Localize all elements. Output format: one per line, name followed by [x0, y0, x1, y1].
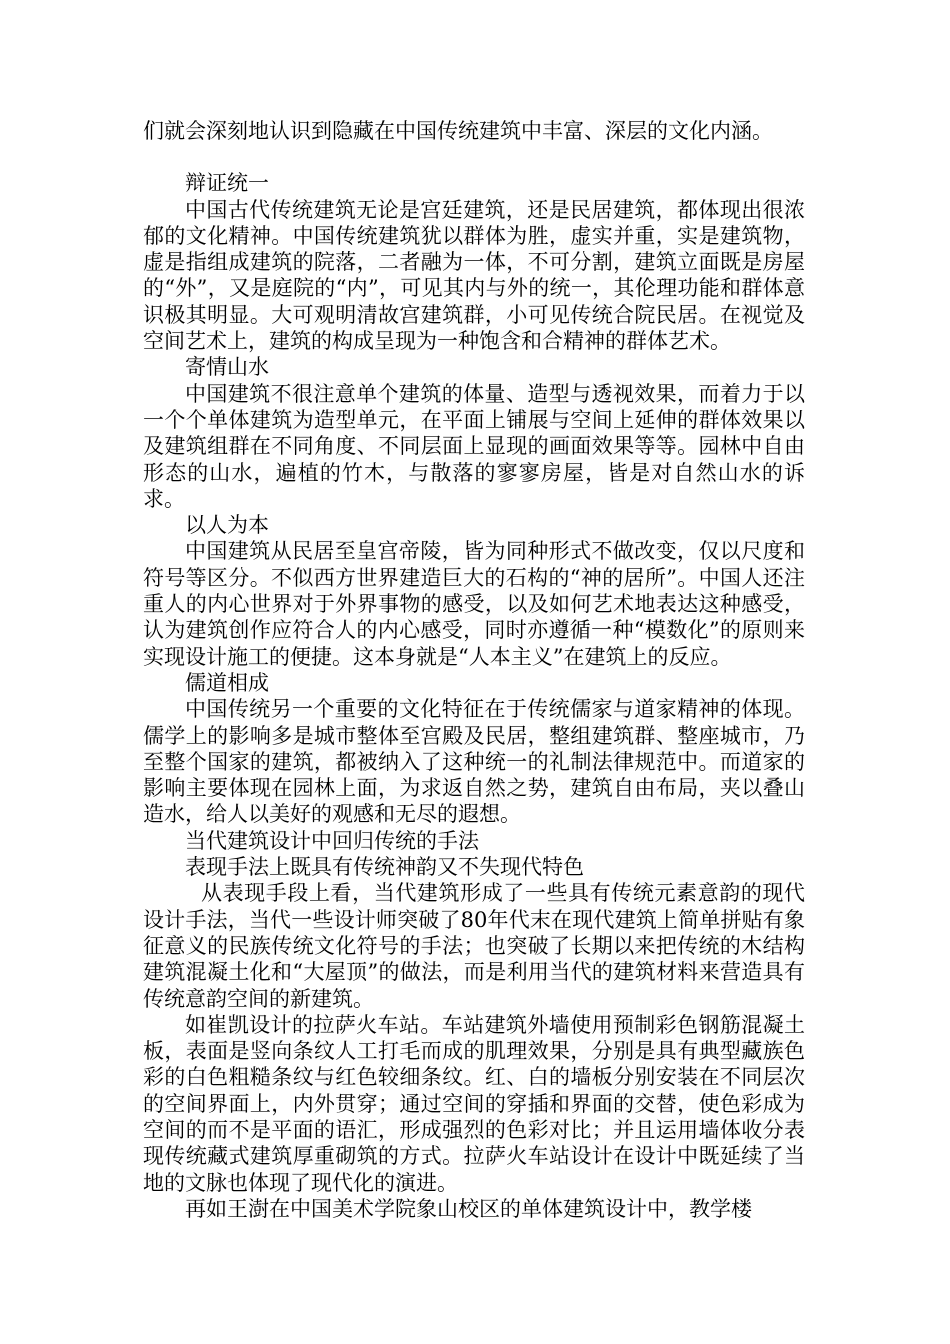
paragraph-lhasa-station: 如崔凯设计的拉萨火车站。车站建筑外墙使用预制彩色钢筋混凝土板，表面是竖向条纹人工打毛而成的肌理效果，分别是具有典型藏族色彩的白色粗糙条纹与红色较细条纹。红、白的墙板分别安装在不同层次的空间界面上，内外贯穿；通过空间的穿插和界面的交替，使色彩成为空间的而不是平面的语汇，形成强烈的色彩对比；并且运用墙体收分表现传统藏式建筑厚重砌筑的方式。拉萨火车站设计在设计中既延续了当地的文脉也体现了现代化的演进。: [143, 1012, 805, 1195]
paragraph-dialectical-unity: 中国古代传统建筑无论是宫廷建筑，还是民居建筑，都体现出很浓郁的文化精神。中国传统建筑犹以群体为胜，虚实并重，实是建筑物，虚是指组成建筑的院落，二者融为一体，不可分割，建筑立面既是房屋的“外”，又是庭院的“内”，可见其内与外的统一，其伦理功能和群体意识极其明显。大可观明清故宫建筑群，小可见传统合院民居。在视觉及空间艺术上，建筑的构成呈现为一种饱含和合精神的群体艺术。: [143, 197, 805, 354]
section-heading-dialectical-unity: 辩证统一: [185, 171, 269, 196]
paragraph-people-oriented: 中国建筑从民居至皇宫帝陵，皆为同种形式不做改变，仅以尺度和符号等区分。不似西方世界建造巨大的石构的“神的居所”。中国人还注重人的内心世界对于外界事物的感受，以及如何艺术地表达这种感受，认为建筑创作应符合人的内心感受，同时亦遵循一种“模数化”的原则来实现设计施工的便捷。这本身就是“人本主义”在建筑上的反应。: [143, 539, 805, 669]
subsection-heading-expression: 表现手法上既具有传统神韵又不失现代特色: [185, 855, 584, 880]
paragraph-wang-shu: 再如王澍在中国美术学院象山校区的单体建筑设计中，教学楼: [185, 1196, 752, 1221]
paragraph-expression: 从表现手段上看，当代建筑形成了一些具有传统元素意韵的现代设计手法，当代一些设计师突破了80年代末在现代建筑上简单拼贴有象征意义的民族传统文化符号的手法；也突破了长期以来把传统的木结构建筑混凝土化和“大屋顶”的做法，而是利用当代的建筑材料来营造具有传统意韵空间的新建筑。: [143, 881, 805, 1011]
paragraph-landscape: 中国建筑不很注意单个建筑的体量、造型与透视效果，而着力于以一个个单体建筑为造型单元，在平面上铺展与空间上延伸的群体效果以及建筑组群在不同角度、不同层面上显现的画面效果等等。园林中自由形态的山水，遍植的竹木，与散落的寥寥房屋，皆是对自然山水的诉求。: [143, 381, 805, 511]
section-heading-confucian-taoist: 儒道相成: [185, 670, 269, 695]
section-heading-contemporary: 当代建筑设计中回归传统的手法: [185, 828, 479, 853]
section-heading-people-oriented: 以人为本: [185, 513, 269, 538]
paragraph-gap: [143, 144, 805, 170]
paragraph-continuation: 们就会深刻地认识到隐藏在中国传统建筑中丰富、深层的文化内涵。: [143, 119, 773, 143]
paragraph-confucian-taoist: 中国传统另一个重要的文化特征在于传统儒家与道家精神的体现。儒学上的影响多是城市整体至宫殿及民居，整组建筑群、整座城市，乃至整个国家的建筑，都被纳入了这种统一的礼制法律规范中。而道家的影响主要体现在园林上面，为求返自然之势，建筑自由布局，夹以叠山造水，给人以美好的观感和无尽的遐想。: [143, 697, 805, 827]
document-page: [143, 118, 805, 1222]
section-heading-landscape: 寄情山水: [185, 355, 269, 380]
